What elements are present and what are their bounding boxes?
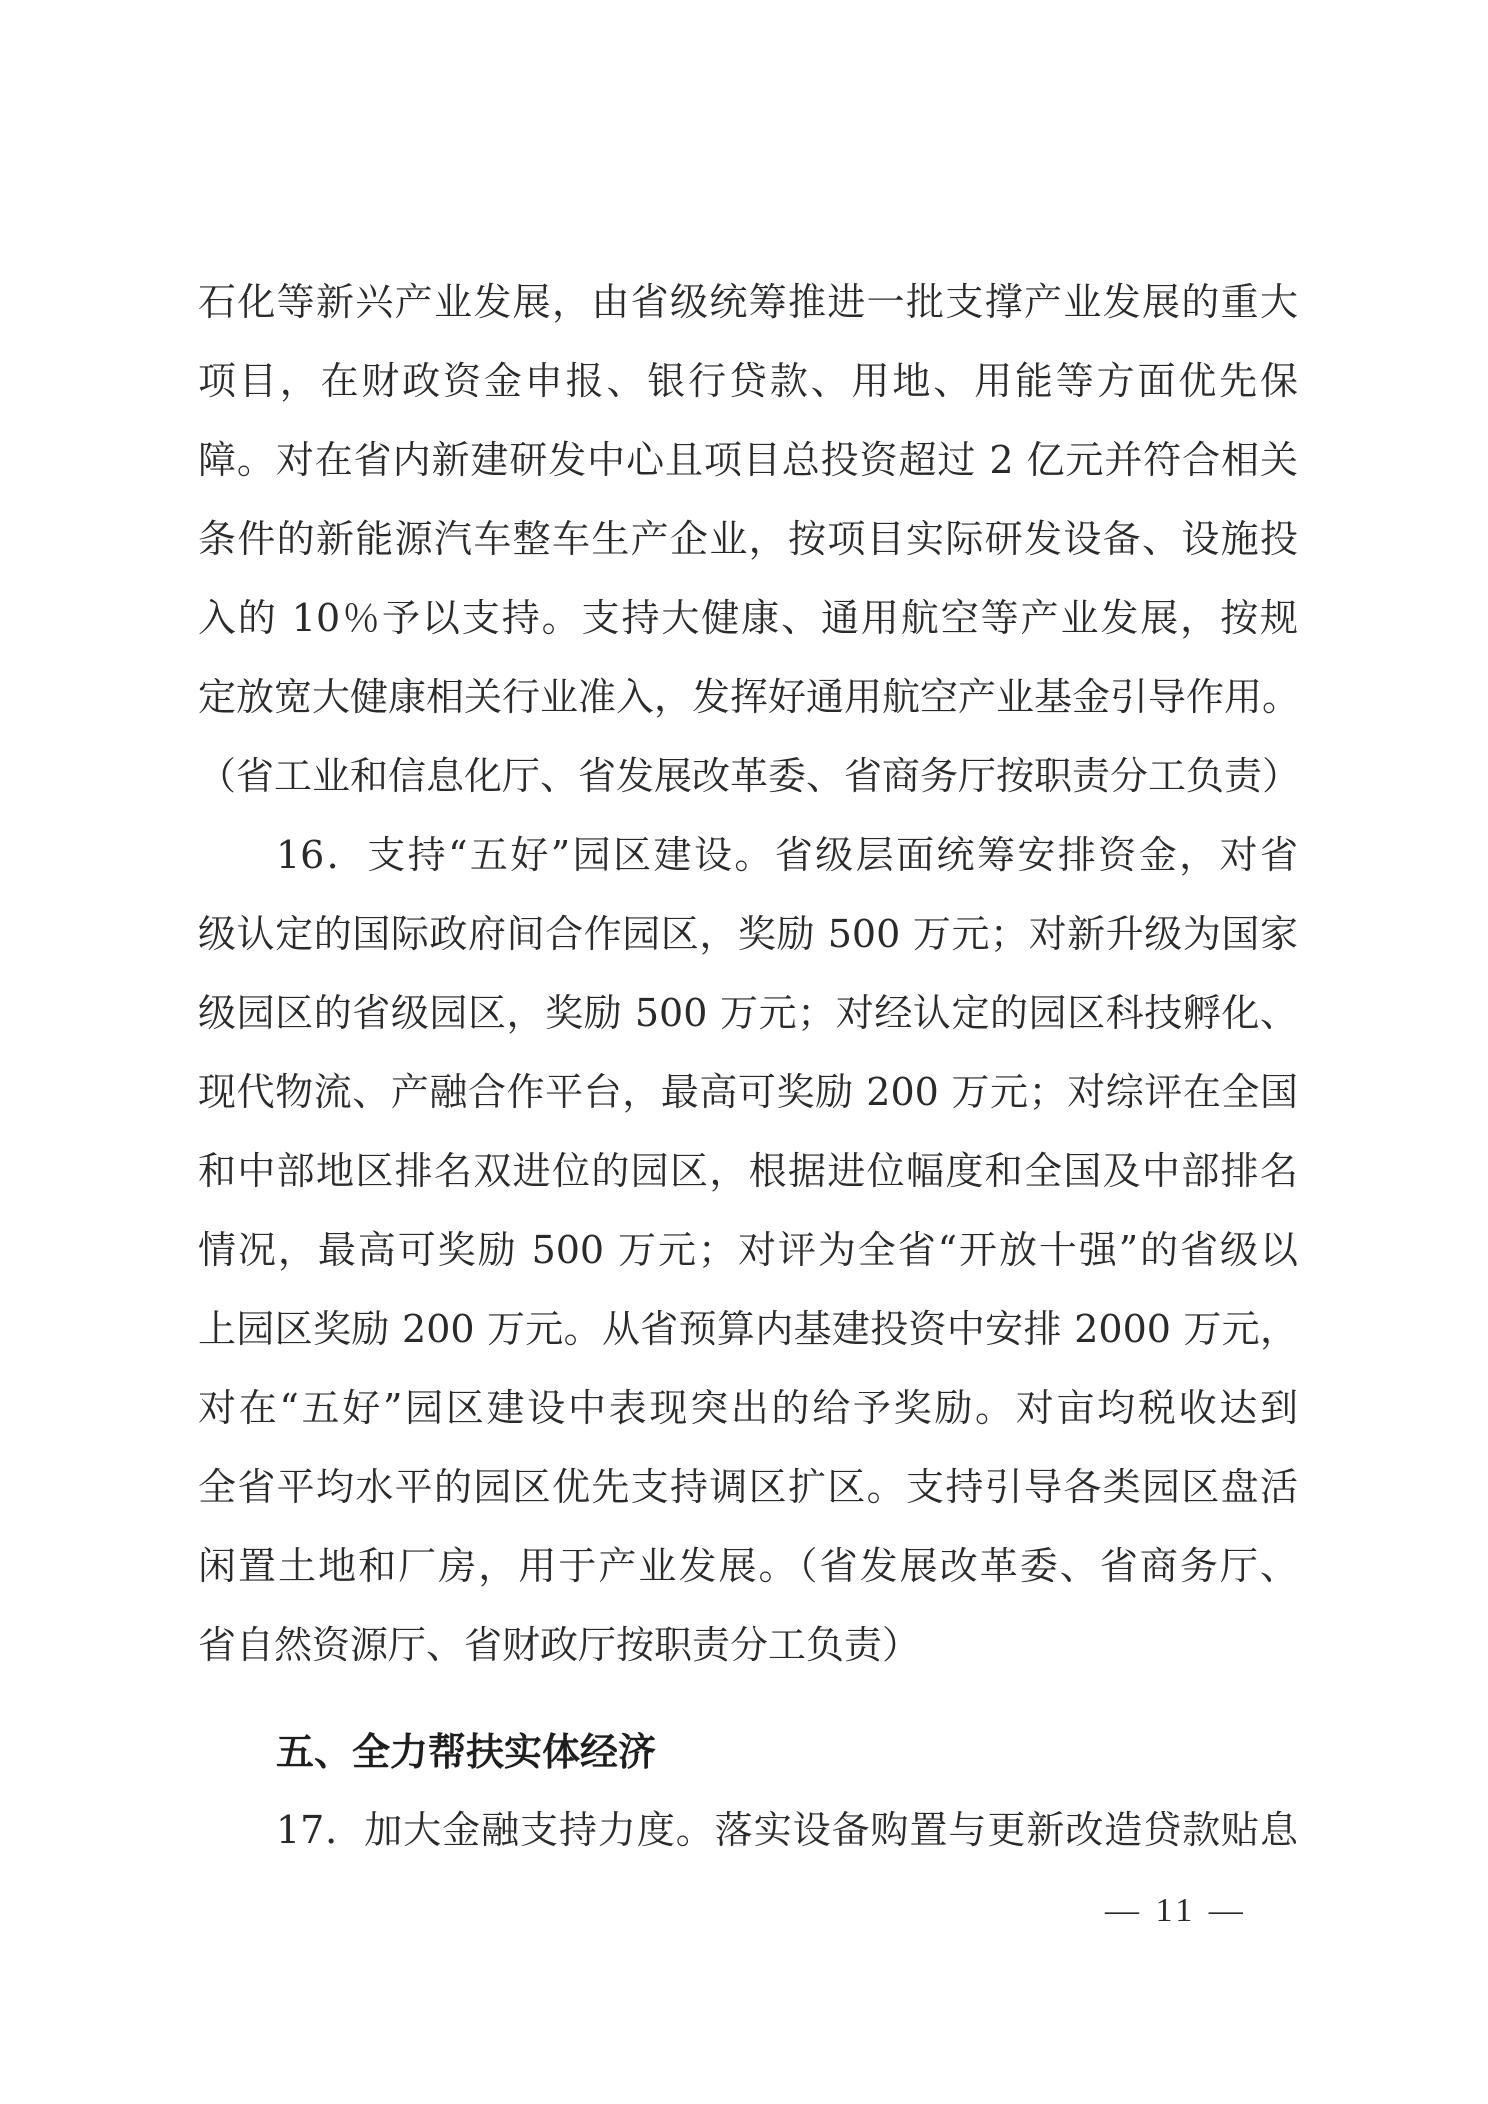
text-line: 情况，最高可奖励 500 万元；对评为全省“开放十强”的省级以 (198, 1228, 1298, 1272)
text-line: 定放宽大健康相关行业准入，发挥好通用航空产业基金引导作用。 (198, 675, 1301, 719)
text-line: 现代物流、产融合作平台，最高可奖励 200 万元；对综评在全国 (198, 1070, 1298, 1114)
text-line: 级园区的省级园区，奖励 500 万元；对经认定的园区科技孵化、 (198, 991, 1298, 1035)
text-line: 全省平均水平的园区优先支持调区扩区。支持引导各类园区盘活 (198, 1465, 1298, 1509)
section-heading: 五、全力帮扶实体经济 (276, 1730, 657, 1774)
text-line: 16．支持“五好”园区建设。省级层面统筹安排资金，对省 (276, 833, 1298, 877)
page-number: — 11 — (1105, 1892, 1247, 1929)
text-line: 对在“五好”园区建设中表现突出的给予奖励。对亩均税收达到 (198, 1386, 1298, 1430)
text-line: 项目，在财政资金申报、银行贷款、用地、用能等方面优先保 (198, 359, 1298, 403)
text-line: （省工业和信息化厅、省发展改革委、省商务厅按职责分工负责） (198, 754, 1301, 798)
text-line: 和中部地区排名双进位的园区，根据进位幅度和全国及中部排名 (198, 1149, 1298, 1193)
text-line: 上园区奖励 200 万元。从省预算内基建投资中安排 2000 万元， (198, 1307, 1298, 1351)
text-line: 入的 10％予以支持。支持大健康、通用航空等产业发展，按规 (198, 596, 1298, 640)
text-line: 条件的新能源汽车整车生产企业，按项目实际研发设备、设施投 (198, 517, 1298, 561)
text-line: 石化等新兴产业发展，由省级统筹推进一批支撑产业发展的重大 (198, 280, 1298, 324)
text-line: 17．加大金融支持力度。落实设备购置与更新改造贷款贴息 (276, 1808, 1298, 1852)
text-line: 闲置土地和厂房，用于产业发展。（省发展改革委、省商务厅、 (198, 1544, 1298, 1588)
text-line: 障。对在省内新建研发中心且项目总投资超过 2 亿元并符合相关 (198, 438, 1298, 482)
text-line: 省自然资源厅、省财政厅按职责分工负责） (198, 1623, 921, 1667)
text-line: 级认定的国际政府间合作园区，奖励 500 万元；对新升级为国家 (198, 912, 1298, 956)
